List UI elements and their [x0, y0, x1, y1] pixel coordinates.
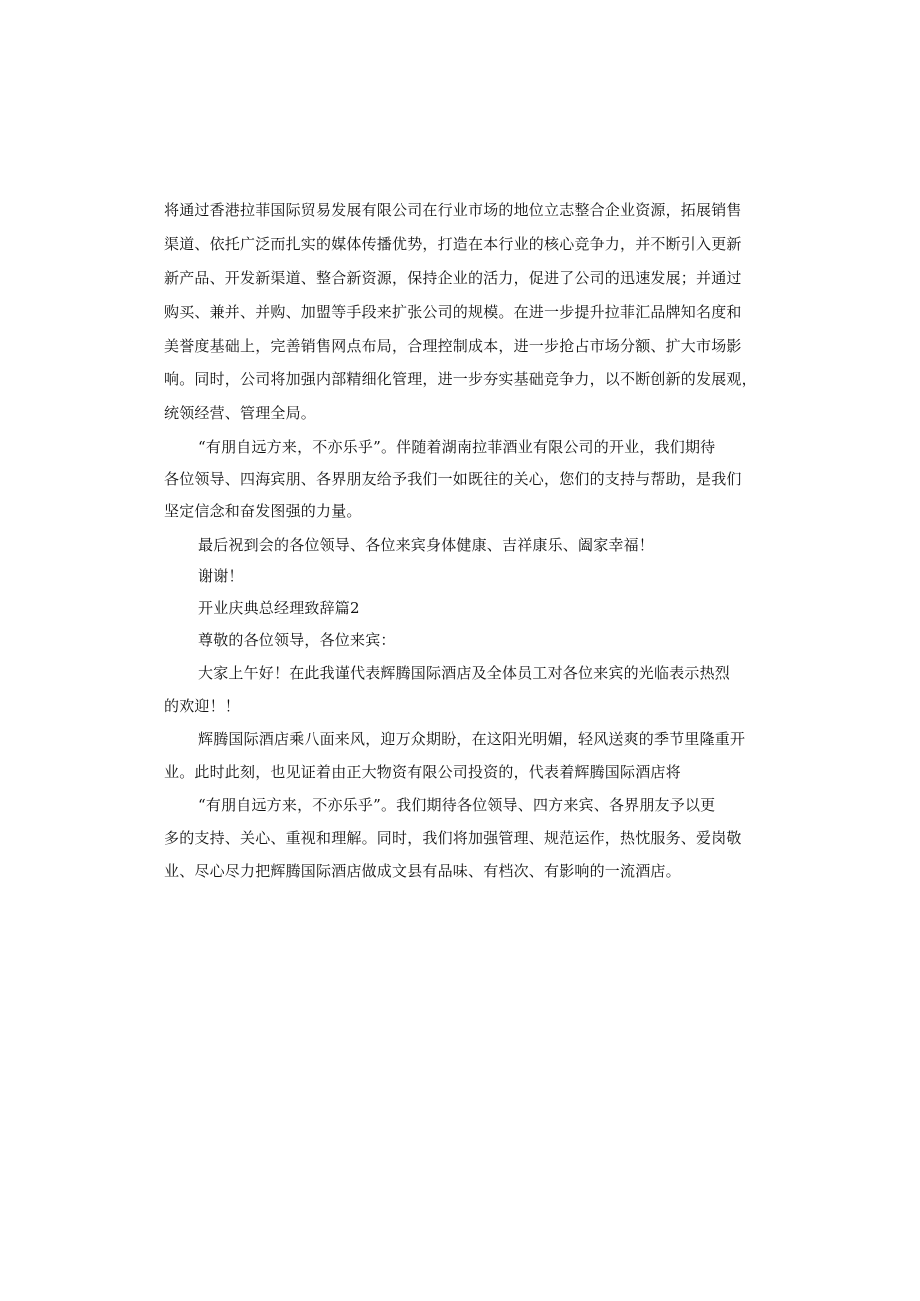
text-line: 多的支持、关心、重视和理解。同时，我们将加强管理、规范运作，热忱服务、爱岗敬	[164, 829, 742, 847]
text-line: 各位领导、四海宾朋、各界朋友给予我们一如既往的关心，您们的支持与帮助，是我们	[164, 470, 742, 488]
text-line: 响。同时，公司将加强内部精细化管理，进一步夯实基础竞争力，以不断创新的发展观，	[164, 370, 757, 388]
text-line: 谢谢！	[198, 567, 244, 585]
section-heading: 开业庆典总经理致辞篇2	[198, 599, 360, 617]
text-line: 最后祝到会的各位领导、各位来宾身体健康、吉祥康乐、阖家幸福！	[198, 536, 655, 554]
text-line: 业。此时此刻，也见证着由正大物资有限公司投资的，代表着辉腾国际酒店将	[164, 763, 681, 781]
text-line: 业、尽心尽力把辉腾国际酒店做成文县有品味、有档次、有影响的一流酒店。	[164, 862, 681, 880]
text-line: 坚定信念和奋发图强的力量。	[164, 502, 362, 520]
text-line: 的欢迎！！	[164, 697, 241, 715]
text-line: 渠道、依托广泛而扎实的媒体传播优势，打造在本行业的核心竞争力，并不断引入更新	[164, 235, 742, 253]
text-line: “有朋自远方来，不亦乐乎”。伴随着湖南拉菲酒业有限公司的开业，我们期待	[198, 438, 716, 456]
text-line: 美誉度基础上，完善销售网点布局，合理控制成本，进一步抢占市场分额、扩大市场影	[164, 337, 742, 355]
text-line: “有朋自远方来，不亦乐乎”。我们期待各位领导、四方来宾、各界朋友予以更	[198, 796, 716, 814]
text-line: 辉腾国际酒店乘八面来风，迎万众期盼，在这阳光明媚，轻风送爽的季节里隆重开	[198, 730, 746, 748]
text-line: 将通过香港拉菲国际贸易发展有限公司在行业市场的地位立志整合企业资源，拓展销售	[164, 201, 742, 219]
text-line: 大家上午好！在此我谨代表辉腾国际酒店及全体员工对各位来宾的光临表示热烈	[198, 664, 731, 682]
text-line: 新产品、开发新渠道、整合新资源，保持企业的活力，促进了公司的迅速发展；并通过	[164, 269, 742, 287]
text-line: 购买、兼并、并购、加盟等手段来扩张公司的规模。在进一步提升拉菲汇品牌知名度和	[164, 303, 742, 321]
text-line: 尊敬的各位领导，各位来宾：	[198, 631, 396, 649]
text-line: 统领经营、管理全局。	[164, 404, 317, 422]
